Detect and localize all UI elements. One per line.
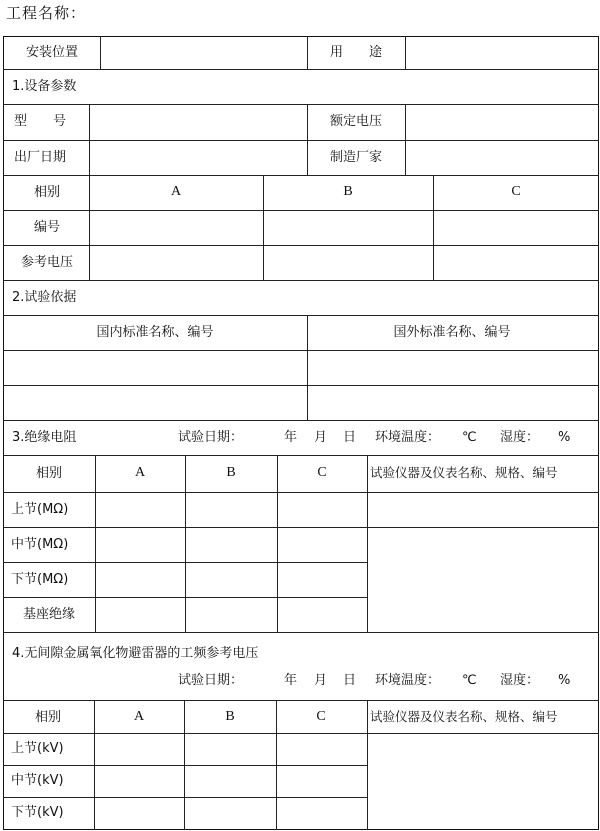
ir-upper-a-field[interactable] (96, 493, 184, 526)
phase-label: 相别 (33, 185, 61, 200)
divider (3, 632, 599, 633)
rv-phase-b-header: B (225, 709, 235, 724)
percent-unit: % (558, 430, 571, 445)
manufacture-date-field[interactable] (90, 141, 306, 174)
section-1-heading: 1.设备参数 (12, 79, 77, 94)
reference-voltage-label: 参考电压 (20, 255, 74, 270)
project-name-label: 工程名称： (6, 4, 87, 22)
ir-upper-b-field[interactable] (186, 493, 276, 526)
divider (3, 420, 599, 421)
celsius-unit: ℃ (462, 430, 477, 445)
install-location-label: 安装位置 (25, 45, 79, 60)
phase-a-header: A (170, 184, 182, 199)
ir-row-middle-label: 中节(MΩ) (11, 537, 69, 552)
ir-row-base-label: 基座绝缘 (22, 607, 76, 622)
year-label: 年 (284, 430, 298, 445)
phase-b-header: B (343, 184, 353, 199)
s4-year-label: 年 (284, 673, 298, 688)
divider (3, 280, 599, 281)
ir-base-b-field[interactable] (186, 598, 276, 631)
manufacturer-field[interactable] (406, 141, 597, 174)
ir-middle-c-field[interactable] (278, 528, 366, 561)
divider (3, 175, 599, 176)
ir-row-lower-label: 下节(MΩ) (11, 572, 69, 587)
ref-voltage-b-field[interactable] (264, 246, 432, 279)
rv-upper-a-field[interactable] (95, 734, 183, 765)
install-location-field[interactable] (101, 37, 306, 68)
ir-row-upper-label: 上节(MΩ) (11, 502, 69, 517)
ref-voltage-c-field[interactable] (434, 246, 597, 279)
ir-lower-c-field[interactable] (278, 563, 366, 596)
manufacture-date-label: 出厂日期 (14, 150, 67, 165)
foreign-standard-field-2[interactable] (308, 386, 597, 419)
serial-b-field[interactable] (264, 211, 432, 244)
month-label: 月 (314, 430, 328, 445)
rv-phase-a-header: A (133, 709, 145, 724)
ir-upper-c-field[interactable] (278, 493, 366, 526)
ir-middle-a-field[interactable] (96, 528, 184, 561)
ir-instrument-header: 试验仪器及仪表名称、规格、编号 (370, 465, 558, 480)
divider (307, 36, 308, 69)
domestic-standard-header: 国内标准名称、编号 (96, 325, 214, 340)
rv-instrument-field[interactable] (368, 734, 597, 829)
rv-row-lower-label: 下节(kV) (11, 805, 64, 820)
s4-day-label: 日 (343, 673, 357, 688)
s4-ambient-temp-label: 环境温度： (375, 673, 441, 688)
s4-month-label: 月 (314, 673, 328, 688)
rv-row-upper-label: 上节(kV) (11, 741, 64, 756)
rv-upper-c-field[interactable] (277, 734, 366, 765)
rv-middle-a-field[interactable] (95, 766, 183, 797)
purpose-label: 用 途 (329, 45, 383, 60)
foreign-standard-field-1[interactable] (308, 351, 597, 384)
rv-lower-a-field[interactable] (95, 798, 183, 829)
ir-phase-b-header: B (226, 465, 236, 480)
humidity-label: 湿度： (500, 430, 540, 445)
rv-row-middle-label: 中节(kV) (11, 773, 64, 788)
ir-base-c-field[interactable] (278, 598, 366, 631)
rv-instrument-header: 试验仪器及仪表名称、规格、编号 (370, 709, 558, 724)
model-label: 型 号 (14, 114, 67, 129)
ir-middle-b-field[interactable] (186, 528, 276, 561)
divider (3, 315, 599, 316)
divider (3, 455, 599, 456)
ambient-temp-label: 环境温度： (375, 430, 441, 445)
day-label: 日 (343, 430, 357, 445)
s4-test-date-label: 试验日期： (178, 673, 244, 688)
domestic-standard-field-1[interactable] (4, 351, 306, 384)
test-date-label: 试验日期： (178, 430, 244, 445)
rv-upper-b-field[interactable] (185, 734, 275, 765)
serial-c-field[interactable] (434, 211, 597, 244)
rv-lower-b-field[interactable] (185, 798, 275, 829)
section-2-heading: 2.试验依据 (12, 290, 77, 305)
rv-phase-c-header: C (316, 709, 326, 724)
ir-lower-b-field[interactable] (186, 563, 276, 596)
model-field[interactable] (90, 105, 306, 139)
section-3-heading: 3.绝缘电阻 (12, 430, 77, 445)
ir-instrument-field-2[interactable] (368, 528, 597, 631)
rv-middle-c-field[interactable] (277, 766, 366, 797)
domestic-standard-field-2[interactable] (4, 386, 306, 419)
purpose-field[interactable] (406, 37, 597, 68)
ir-phase-c-header: C (317, 465, 327, 480)
divider (3, 700, 599, 701)
rated-voltage-label: 额定电压 (329, 114, 383, 129)
manufacturer-label: 制造厂家 (329, 150, 383, 165)
s4-humidity-label: 湿度： (500, 673, 540, 688)
section-4-heading: 4.无间隙金属氧化物避雷器的工频参考电压 (12, 646, 259, 661)
rated-voltage-field[interactable] (406, 105, 597, 139)
rv-lower-c-field[interactable] (277, 798, 366, 829)
ir-phase-label: 相别 (35, 466, 63, 481)
phase-c-header: C (511, 184, 521, 199)
s4-percent-unit: % (558, 673, 571, 688)
foreign-standard-header: 国外标准名称、编号 (393, 325, 511, 340)
s4-celsius-unit: ℃ (462, 673, 477, 688)
ir-lower-a-field[interactable] (96, 563, 184, 596)
serial-number-label: 编号 (33, 220, 61, 235)
ref-voltage-a-field[interactable] (90, 246, 262, 279)
divider (3, 69, 599, 70)
ir-phase-a-header: A (134, 465, 146, 480)
serial-a-field[interactable] (90, 211, 262, 244)
rv-phase-label: 相别 (34, 710, 62, 725)
ir-base-a-field[interactable] (96, 598, 184, 631)
ir-instrument-field-1[interactable] (368, 493, 597, 526)
rv-middle-b-field[interactable] (185, 766, 275, 797)
